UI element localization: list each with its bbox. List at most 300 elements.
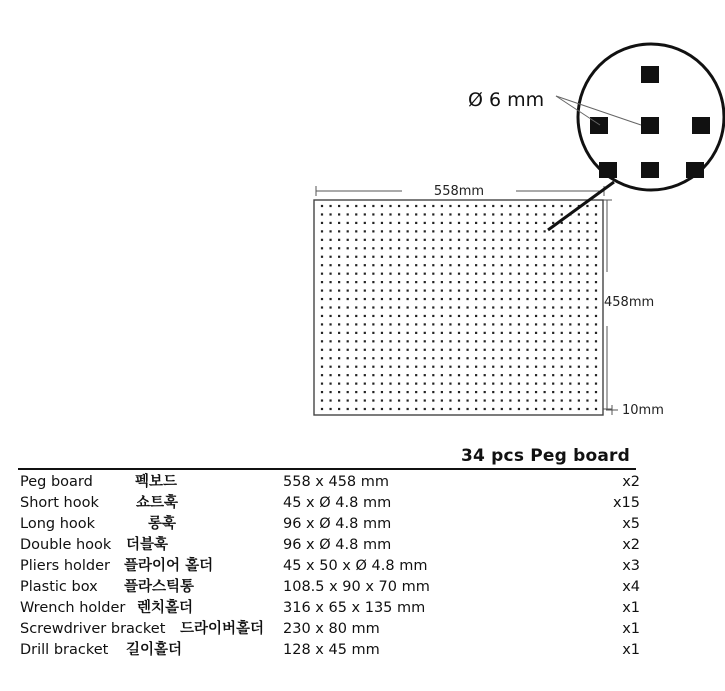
peg-hole [526, 349, 528, 351]
peg-hole [372, 213, 374, 215]
peg-hole [424, 391, 426, 393]
peg-hole [347, 298, 349, 300]
peg-hole [321, 298, 323, 300]
peg-hole [552, 399, 554, 401]
peg-hole [364, 399, 366, 401]
peg-hole [321, 289, 323, 291]
hole-square [641, 162, 659, 178]
peg-hole [466, 247, 468, 249]
peg-hole [321, 230, 323, 232]
peg-hole [475, 340, 477, 342]
peg-hole [578, 374, 580, 376]
peg-hole [407, 323, 409, 325]
peg-hole [338, 332, 340, 334]
peg-hole [578, 357, 580, 359]
peg-hole [569, 332, 571, 334]
peg-hole [381, 264, 383, 266]
part-size: 45 x Ø 4.8 mm [283, 495, 392, 511]
peg-hole [372, 323, 374, 325]
peg-hole [449, 205, 451, 207]
peg-hole [372, 289, 374, 291]
peg-hole [544, 205, 546, 207]
peg-hole [466, 264, 468, 266]
peg-hole [569, 256, 571, 258]
peg-hole [595, 281, 597, 283]
peg-hole [458, 239, 460, 241]
peg-hole [424, 213, 426, 215]
peg-hole [475, 391, 477, 393]
peg-hole [329, 340, 331, 342]
peg-hole [329, 298, 331, 300]
peg-hole [518, 256, 520, 258]
peg-hole [321, 408, 323, 410]
peg-hole [569, 357, 571, 359]
peg-hole [595, 273, 597, 275]
peg-hole [484, 230, 486, 232]
peg-hole [484, 357, 486, 359]
peg-hole [415, 298, 417, 300]
peg-hole [355, 374, 357, 376]
peg-hole [407, 349, 409, 351]
peg-hole [329, 205, 331, 207]
peg-hole [595, 298, 597, 300]
peg-hole [372, 332, 374, 334]
peg-hole [561, 374, 563, 376]
peg-hole [381, 315, 383, 317]
peg-hole [389, 298, 391, 300]
peg-hole [535, 289, 537, 291]
peg-hole [398, 205, 400, 207]
peg-hole [466, 239, 468, 241]
peg-hole [415, 357, 417, 359]
peg-hole [492, 374, 494, 376]
peg-hole [492, 383, 494, 385]
list-item [20, 535, 640, 556]
peg-hole [355, 213, 357, 215]
peg-hole [389, 281, 391, 283]
peg-hole [578, 281, 580, 283]
peg-hole [441, 332, 443, 334]
peg-hole [432, 408, 434, 410]
peg-hole [424, 408, 426, 410]
peg-hole [544, 332, 546, 334]
hole-square [641, 66, 659, 83]
peg-hole [586, 323, 588, 325]
peg-hole [432, 222, 434, 224]
peg-hole [372, 205, 374, 207]
peg-hole [321, 256, 323, 258]
part-quantity: x5 [622, 516, 640, 532]
peg-hole [347, 205, 349, 207]
peg-hole [415, 264, 417, 266]
peg-hole [595, 239, 597, 241]
peg-hole [569, 383, 571, 385]
peg-hole [458, 391, 460, 393]
peg-hole [492, 205, 494, 207]
peg-hole [407, 289, 409, 291]
peg-hole [329, 247, 331, 249]
peg-hole [389, 408, 391, 410]
peg-hole [398, 213, 400, 215]
peg-hole [578, 247, 580, 249]
peg-hole [595, 315, 597, 317]
peg-hole [544, 298, 546, 300]
peg-hole [518, 357, 520, 359]
peg-hole [535, 332, 537, 334]
peg-hole [347, 306, 349, 308]
peg-hole [526, 374, 528, 376]
peg-hole [492, 323, 494, 325]
part-name-korean: 길이홀더 [126, 642, 183, 658]
peg-hole [347, 340, 349, 342]
peg-hole [509, 289, 511, 291]
peg-hole [561, 408, 563, 410]
peg-hole [449, 306, 451, 308]
peg-hole [586, 340, 588, 342]
peg-hole [372, 222, 374, 224]
peg-hole [372, 315, 374, 317]
peg-hole [509, 374, 511, 376]
peg-hole [407, 222, 409, 224]
peg-hole [381, 247, 383, 249]
peg-hole [329, 222, 331, 224]
peg-hole [569, 239, 571, 241]
peg-hole [407, 340, 409, 342]
peg-hole [569, 315, 571, 317]
peg-hole [458, 332, 460, 334]
peg-hole [552, 340, 554, 342]
peg-hole [586, 374, 588, 376]
peg-hole [364, 239, 366, 241]
peg-hole [526, 239, 528, 241]
part-name-korean: 펙보드 [135, 474, 178, 490]
peg-hole [484, 374, 486, 376]
peg-hole [561, 247, 563, 249]
width-label: 558mm [433, 184, 485, 199]
peg-hole [441, 247, 443, 249]
peg-hole [364, 230, 366, 232]
peg-hole [561, 264, 563, 266]
peg-hole [458, 383, 460, 385]
peg-hole [526, 256, 528, 258]
peg-hole [578, 340, 580, 342]
list-item [20, 619, 640, 640]
peg-hole [398, 323, 400, 325]
peg-hole [347, 239, 349, 241]
peg-hole [595, 230, 597, 232]
peg-hole [458, 247, 460, 249]
peg-hole [441, 281, 443, 283]
peg-hole [355, 222, 357, 224]
peg-hole [586, 273, 588, 275]
peg-hole [518, 323, 520, 325]
peg-hole [501, 256, 503, 258]
peg-hole [329, 399, 331, 401]
peg-hole [535, 222, 537, 224]
peg-hole [492, 247, 494, 249]
peg-hole [458, 264, 460, 266]
peg-hole [484, 340, 486, 342]
peg-hole [381, 230, 383, 232]
peg-hole [389, 306, 391, 308]
peg-hole [355, 247, 357, 249]
peg-hole [415, 391, 417, 393]
peg-hole [449, 349, 451, 351]
peg-hole [466, 408, 468, 410]
peg-hole [492, 281, 494, 283]
peg-hole [329, 264, 331, 266]
peg-hole [441, 213, 443, 215]
peg-hole [407, 273, 409, 275]
peg-hole [561, 349, 563, 351]
peg-hole [424, 306, 426, 308]
peg-hole [501, 247, 503, 249]
peg-hole [415, 399, 417, 401]
peg-hole [595, 349, 597, 351]
peg-hole [321, 264, 323, 266]
peg-hole [535, 383, 537, 385]
peg-hole [432, 357, 434, 359]
peg-hole [321, 357, 323, 359]
peg-hole [509, 239, 511, 241]
peg-hole [424, 315, 426, 317]
peg-hole [458, 315, 460, 317]
peg-hole [595, 340, 597, 342]
peg-hole [475, 230, 477, 232]
peg-hole [492, 273, 494, 275]
peg-hole [329, 374, 331, 376]
peg-hole [526, 247, 528, 249]
part-name: Screwdriver bracket [20, 621, 166, 637]
peg-hole [535, 273, 537, 275]
peg-hole [355, 391, 357, 393]
peg-hole [578, 264, 580, 266]
hole-diameter-label: Ø 6 mm [468, 89, 545, 111]
peg-hole [424, 374, 426, 376]
peg-hole [569, 264, 571, 266]
peg-hole [526, 408, 528, 410]
peg-hole [381, 391, 383, 393]
peg-hole [355, 323, 357, 325]
peg-hole [424, 205, 426, 207]
peg-hole [561, 383, 563, 385]
peg-hole [398, 264, 400, 266]
peg-hole [458, 306, 460, 308]
peg-hole [501, 357, 503, 359]
peg-hole [338, 323, 340, 325]
peg-hole [586, 247, 588, 249]
peg-hole [552, 332, 554, 334]
peg-hole [381, 281, 383, 283]
peg-hole [569, 222, 571, 224]
peg-hole [518, 349, 520, 351]
peg-hole [355, 408, 357, 410]
peg-hole [347, 230, 349, 232]
peg-hole [347, 374, 349, 376]
peg-hole [441, 205, 443, 207]
peg-hole [518, 306, 520, 308]
peg-hole [432, 256, 434, 258]
peg-hole [338, 205, 340, 207]
peg-hole [535, 281, 537, 283]
peg-hole [578, 289, 580, 291]
peg-hole [329, 230, 331, 232]
peg-hole [329, 323, 331, 325]
peg-hole [355, 332, 357, 334]
peg-hole [518, 399, 520, 401]
peg-hole [484, 399, 486, 401]
peg-hole [544, 230, 546, 232]
peg-hole [347, 399, 349, 401]
peg-hole [458, 273, 460, 275]
peg-hole [535, 408, 537, 410]
peg-hole [561, 256, 563, 258]
thickness-label: 10mm [622, 403, 664, 418]
peg-hole [501, 264, 503, 266]
peg-hole [518, 383, 520, 385]
peg-hole [432, 349, 434, 351]
peg-hole [518, 408, 520, 410]
peg-hole [441, 273, 443, 275]
peg-hole [518, 298, 520, 300]
peg-hole [595, 256, 597, 258]
peg-hole [501, 315, 503, 317]
peg-hole [501, 298, 503, 300]
peg-hole [509, 366, 511, 368]
peg-hole [484, 289, 486, 291]
peg-hole [364, 247, 366, 249]
peg-hole [407, 408, 409, 410]
peg-hole [389, 256, 391, 258]
peg-hole [415, 383, 417, 385]
peg-hole [518, 281, 520, 283]
magnifier-detail [578, 44, 724, 190]
peg-hole [355, 281, 357, 283]
peg-hole [347, 213, 349, 215]
peg-hole [492, 408, 494, 410]
peg-hole [569, 247, 571, 249]
peg-hole [347, 332, 349, 334]
peg-hole [441, 383, 443, 385]
peg-hole [561, 315, 563, 317]
peg-hole [509, 222, 511, 224]
peg-hole [475, 315, 477, 317]
peg-hole [518, 374, 520, 376]
peg-hole [372, 357, 374, 359]
peg-hole [509, 340, 511, 342]
peg-hole [424, 366, 426, 368]
peg-hole [509, 349, 511, 351]
list-item [20, 577, 640, 598]
peg-hole [381, 273, 383, 275]
part-quantity: x1 [622, 600, 640, 616]
peg-hole [595, 213, 597, 215]
peg-hole [535, 298, 537, 300]
peg-hole [578, 408, 580, 410]
peg-hole [552, 222, 554, 224]
peg-hole [321, 399, 323, 401]
peg-hole [466, 298, 468, 300]
peg-hole [364, 298, 366, 300]
peg-hole [569, 306, 571, 308]
peg-hole [321, 273, 323, 275]
peg-hole [449, 323, 451, 325]
peg-hole [372, 281, 374, 283]
peg-hole [586, 213, 588, 215]
peg-hole [578, 306, 580, 308]
peg-hole [355, 357, 357, 359]
peg-hole [492, 357, 494, 359]
peg-hole [544, 349, 546, 351]
peg-hole [544, 399, 546, 401]
peg-hole [415, 281, 417, 283]
peg-hole [501, 230, 503, 232]
peg-hole [424, 256, 426, 258]
peg-hole [501, 239, 503, 241]
hole-square [686, 162, 704, 178]
peg-hole [586, 298, 588, 300]
peg-hole [424, 349, 426, 351]
peg-hole [518, 205, 520, 207]
peg-hole [578, 383, 580, 385]
peg-hole [544, 247, 546, 249]
peg-hole [329, 289, 331, 291]
peg-hole [347, 222, 349, 224]
peg-hole [509, 298, 511, 300]
peg-hole [381, 332, 383, 334]
peg-hole [329, 332, 331, 334]
peg-hole [526, 264, 528, 266]
peg-hole [398, 383, 400, 385]
peg-hole [329, 366, 331, 368]
peg-hole [526, 383, 528, 385]
peg-hole [569, 340, 571, 342]
peg-hole [355, 289, 357, 291]
peg-hole [518, 315, 520, 317]
part-name-korean: 드라이버홀더 [180, 621, 265, 637]
peg-hole [329, 213, 331, 215]
peg-hole [552, 239, 554, 241]
peg-hole [364, 408, 366, 410]
peg-hole [475, 264, 477, 266]
peg-hole [501, 205, 503, 207]
peg-hole [381, 383, 383, 385]
peg-hole [338, 289, 340, 291]
peg-hole [364, 256, 366, 258]
peg-hole [466, 340, 468, 342]
peg-hole [484, 205, 486, 207]
peg-hole [509, 281, 511, 283]
peg-hole [449, 264, 451, 266]
peg-hole [544, 239, 546, 241]
peg-hole [535, 340, 537, 342]
peg-hole [552, 408, 554, 410]
peg-hole [347, 391, 349, 393]
peg-hole [484, 315, 486, 317]
peg-hole [561, 281, 563, 283]
peg-hole [329, 306, 331, 308]
peg-hole [407, 281, 409, 283]
peg-hole [355, 264, 357, 266]
peg-hole [561, 239, 563, 241]
peg-hole [535, 374, 537, 376]
peg-hole [578, 349, 580, 351]
kit-title: 34 pcs Peg board [461, 446, 631, 466]
peg-hole [586, 332, 588, 334]
hole-square [599, 162, 617, 178]
peg-hole [441, 391, 443, 393]
peg-hole [441, 349, 443, 351]
